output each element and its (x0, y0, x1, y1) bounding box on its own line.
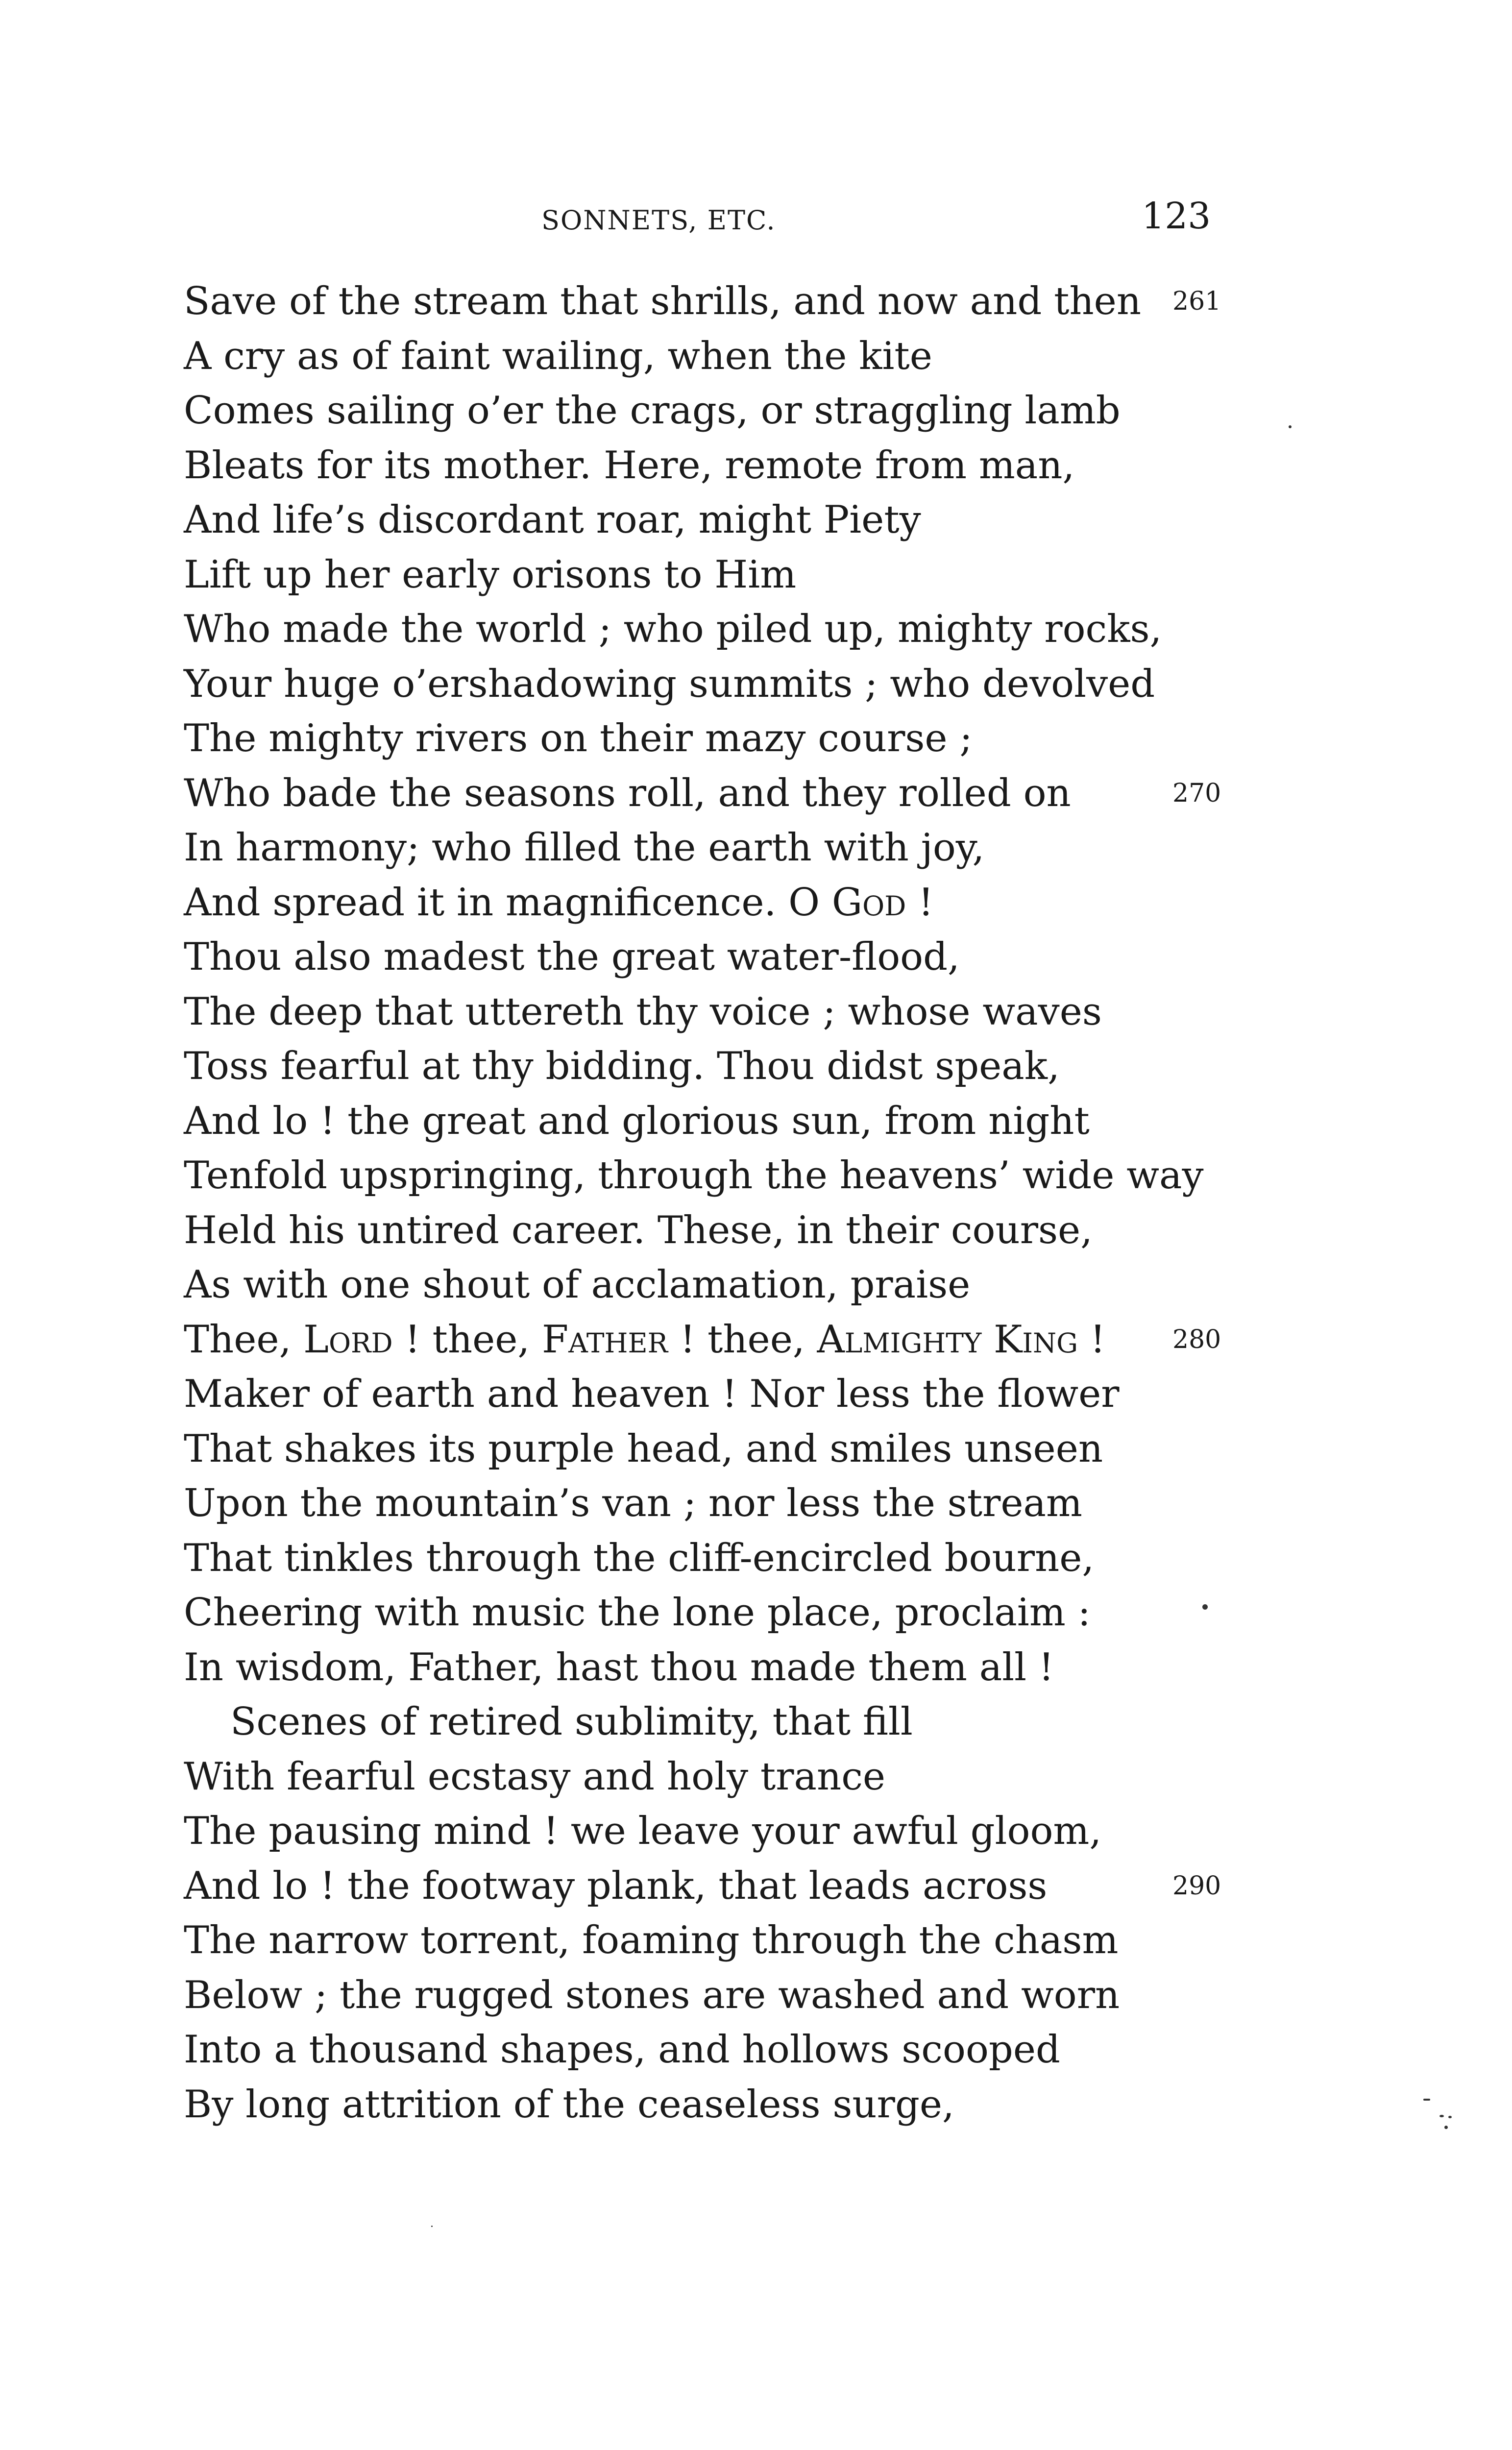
poem-line (184, 711, 1296, 766)
poem-line-text (184, 881, 933, 925)
poem-line-text: In wisdom, Father, hast thou made them all ! (184, 1645, 1054, 1690)
poem-line-text: Held his untired career. These, in their course, (184, 1208, 1093, 1252)
small-caps-word: Lord (303, 1317, 393, 1362)
poem-line (184, 1149, 1296, 1203)
text-segment: ! thee, (392, 1317, 542, 1362)
poem-line-text: By long attrition of the ceaseless surge, (184, 2082, 954, 2127)
poem-line-text: Toss fearful at thy bidding. Thou didst speak, (184, 1044, 1060, 1088)
poem-line-text: Scenes of retired sublimity, that fill (230, 1700, 913, 1744)
poem-line (184, 657, 1296, 712)
poem-line (184, 2023, 1296, 2078)
poem-line-text: The deep that uttereth thy voice ; whose waves (184, 989, 1102, 1034)
poem-line (184, 985, 1296, 1040)
page-number: 123 (1142, 195, 1211, 237)
poem-line-text: In harmony; who filled the earth with joy, (184, 826, 985, 870)
scan-speck (1202, 1604, 1208, 1610)
poem-line (184, 274, 1296, 329)
poem-line-text: Into a thousand shapes, and hollows scooped (184, 2028, 1060, 2072)
line-number: 270 (1172, 778, 1221, 808)
poem-line (184, 602, 1296, 657)
poem-line (184, 930, 1296, 985)
poem-line (184, 1039, 1296, 1094)
poem-line-text: Save of the stream that shrills, and now and then (184, 279, 1142, 323)
text-segment: And spread it in magnificence. O (184, 880, 832, 925)
poem-line (184, 876, 1296, 931)
poem-line (184, 1531, 1296, 1586)
poem-line (184, 1750, 1296, 1805)
poem-line (184, 1968, 1296, 2023)
poem-line-text: A cry as of faint wailing, when the kite (184, 334, 932, 378)
poem-line (184, 1641, 1296, 1695)
text-segment: ! (1078, 1317, 1106, 1362)
poem-line-text: And lo ! the footway plank, that leads across (184, 1863, 1048, 1908)
poem-line (184, 439, 1296, 493)
poem-line-text: Upon the mountain’s van ; nor less the stream (184, 1481, 1082, 1525)
poem-line-text: That shakes its purple head, and smiles unseen (184, 1426, 1103, 1471)
poem-line (184, 1476, 1296, 1531)
poem-line (184, 1258, 1296, 1313)
scan-speck (1439, 2115, 1444, 2117)
small-caps-word: Father (542, 1317, 668, 1362)
poem-line-text: The narrow torrent, foaming through the chasm (184, 1918, 1119, 1962)
poem-line-text: Maker of earth and heaven ! Nor less the flower (184, 1372, 1120, 1416)
scan-speck (1423, 2099, 1430, 2101)
poem-line-text (184, 1318, 1105, 1362)
poem-line-text: Thou also madest the great water-flood, (184, 935, 960, 979)
poem-line-text: Below ; the rugged stones are washed and worn (184, 1973, 1120, 2017)
poem-line (184, 329, 1296, 384)
poem-line-stanza-start (184, 1695, 1296, 1750)
poem-line-text: As with one shout of acclamation, praise (184, 1263, 971, 1307)
poem-line-text: Tenfold upspringing, through the heavens’ wide way (184, 1153, 1204, 1198)
scan-speck (1448, 2116, 1452, 2118)
running-head: SONNETS, ETC. (541, 205, 776, 236)
scan-speck (431, 2226, 433, 2227)
small-caps-word: God (831, 880, 906, 925)
poem-line-text: The pausing mind ! we leave your awful gloom, (184, 1809, 1102, 1853)
poem-line-text: The mighty rivers on their mazy course ; (184, 716, 973, 760)
poem-line (184, 1313, 1296, 1368)
line-number: 280 (1172, 1324, 1221, 1354)
poem-line-text: Lift up her early orisons to Him (184, 552, 797, 597)
poem-line (184, 1203, 1296, 1258)
poem-line (184, 1804, 1296, 1859)
poem-line (184, 493, 1296, 548)
poem-line-text: Who made the world ; who piled up, mighty rocks, (184, 607, 1162, 651)
poem-body (184, 274, 1296, 2132)
poem-line-text: That tinkles through the cliff-encircled bourne, (184, 1536, 1095, 1580)
scan-speck (1444, 2126, 1448, 2129)
scan-speck (1289, 425, 1292, 428)
poem-line (184, 821, 1296, 876)
poem-line-text: And lo ! the great and glorious sun, from night (184, 1099, 1090, 1143)
text-segment: ! thee, (668, 1317, 817, 1362)
poem-line (184, 384, 1296, 439)
poem-line (184, 1586, 1296, 1641)
poem-line (184, 1422, 1296, 1477)
poem-line (184, 2078, 1296, 2132)
text-segment: Thee, (184, 1317, 304, 1362)
text-segment: ! (906, 880, 934, 925)
poem-line (184, 1913, 1296, 1968)
poem-line (184, 1859, 1296, 1914)
poem-line (184, 1094, 1296, 1149)
line-number: 261 (1172, 287, 1221, 316)
poem-line-text: Comes sailing o’er the crags, or straggling lamb (184, 389, 1121, 433)
poem-line-text: And life’s discordant roar, might Piety (184, 498, 921, 542)
poem-line-text: Cheering with music the lone place, proclaim : (184, 1591, 1091, 1635)
poem-line (184, 1367, 1296, 1422)
poem-line-text: Who bade the seasons roll, and they rolled on (184, 771, 1071, 815)
poem-line (184, 548, 1296, 603)
line-number: 290 (1172, 1871, 1221, 1901)
small-caps-word: Almighty King (817, 1317, 1078, 1362)
poem-line-text: With fearful ecstasy and holy trance (184, 1754, 886, 1799)
poem-line-text: Your huge o’ershadowing summits ; who devolved (184, 662, 1155, 706)
poem-line (184, 766, 1296, 821)
poem-line-text: Bleats for its mother. Here, remote from man, (184, 443, 1075, 488)
